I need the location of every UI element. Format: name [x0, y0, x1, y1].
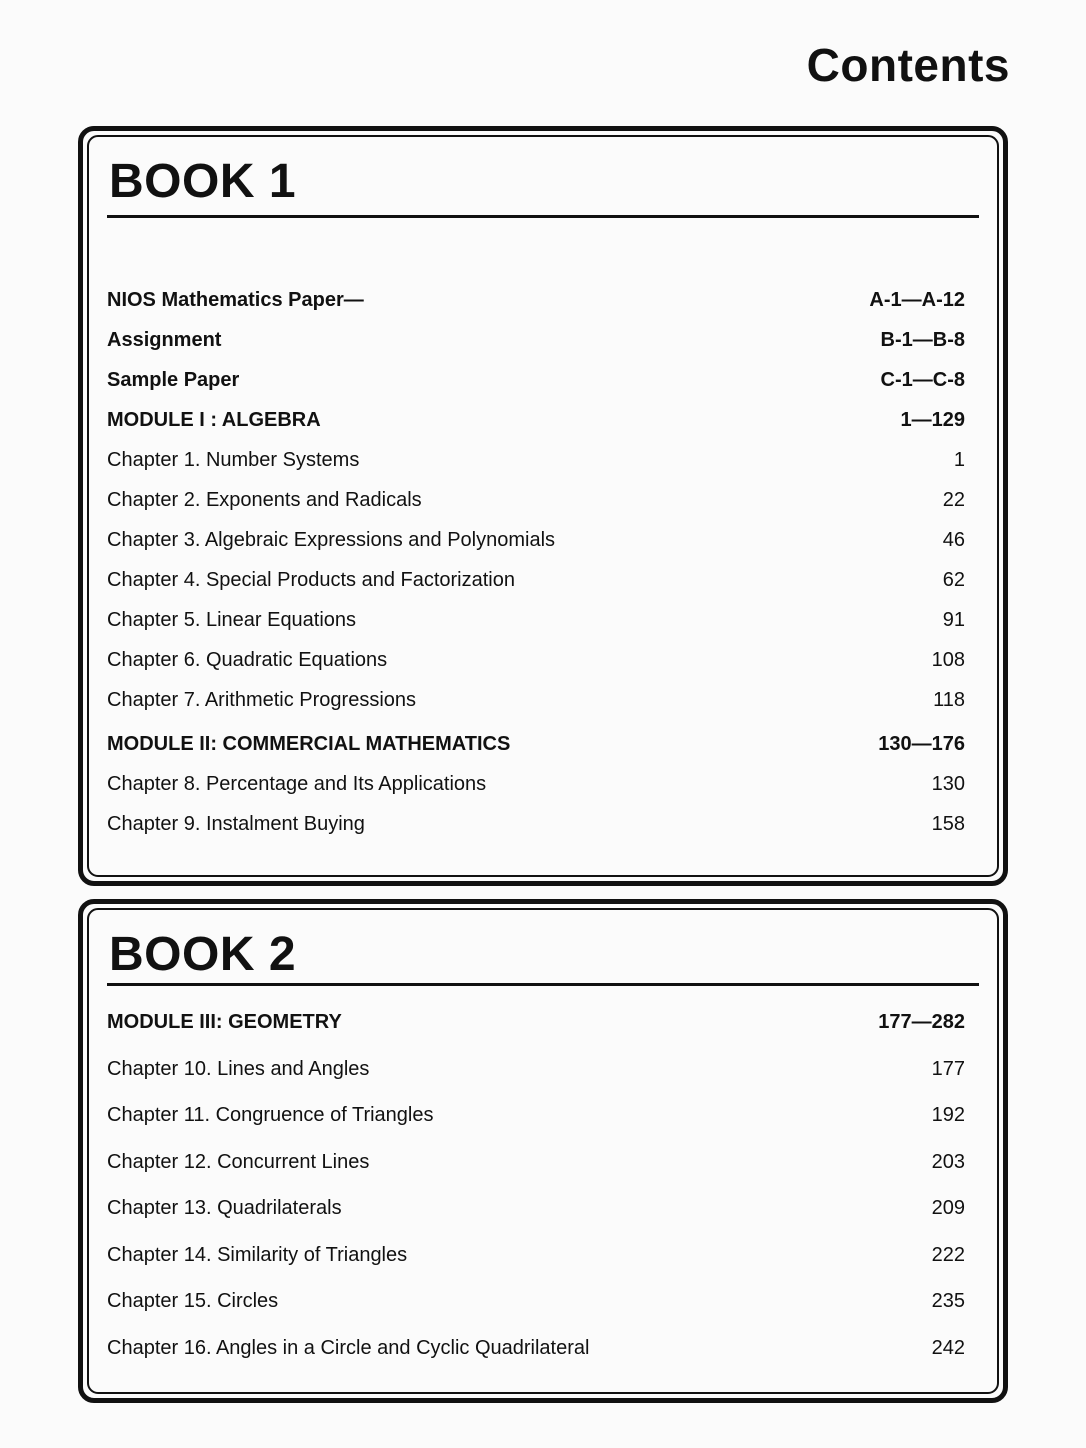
toc-entry-page: A-1—A-12 [869, 289, 965, 311]
toc-chapter-entry[interactable] [107, 813, 965, 853]
toc-module-entry[interactable] [107, 1011, 965, 1058]
toc-entry-title: Assignment [107, 329, 222, 351]
toc-entry-title: Chapter 4. Special Products and Factorization [107, 569, 515, 591]
toc-entry-title: Chapter 13. Quadrilaterals [107, 1197, 342, 1219]
toc-chapter-entry[interactable] [107, 773, 965, 813]
toc-entry-page: 91 [942, 609, 965, 631]
toc-entry-page: 1 [953, 449, 965, 471]
toc-entry-title: Chapter 5. Linear Equations [107, 609, 357, 631]
toc-chapter-entry[interactable] [107, 1197, 965, 1244]
toc-module-entry[interactable] [107, 409, 965, 449]
toc-entry[interactable] [107, 329, 965, 369]
book-2-heading: BOOK 2 [109, 928, 297, 981]
book-2-toc-list [107, 1011, 965, 1383]
toc-chapter-entry[interactable] [107, 1151, 965, 1198]
toc-entry-title: Chapter 12. Concurrent Lines [107, 1150, 370, 1173]
toc-entry-page: 235 [931, 1290, 965, 1312]
toc-entry-title: MODULE I : ALGEBRA [107, 409, 321, 431]
page-title: Contents [806, 39, 1010, 91]
toc-entry-page: 177 [931, 1057, 965, 1080]
toc-entry-page: C-1—C-8 [880, 369, 965, 391]
toc-chapter-entry[interactable] [107, 1058, 965, 1105]
toc-entry-title: MODULE III: GEOMETRY [107, 1011, 342, 1033]
toc-entry-title: Chapter 2. Exponents and Radicals [107, 489, 422, 511]
toc-entry-page: 177—282 [878, 1011, 965, 1033]
toc-chapter-entry[interactable] [107, 489, 965, 529]
toc-entry-page: 203 [931, 1150, 965, 1173]
toc-chapter-entry[interactable] [107, 569, 965, 609]
toc-entry-title: Chapter 6. Quadratic Equations [107, 649, 388, 671]
toc-entry-page: 242 [931, 1336, 965, 1359]
toc-chapter-entry[interactable] [107, 609, 965, 649]
toc-entry-page: 46 [942, 529, 965, 551]
toc-entry[interactable] [107, 369, 965, 409]
toc-entry-title: Chapter 16. Angles in a Circle and Cyclic Quadrilateral [107, 1336, 590, 1359]
toc-entry-page: 192 [931, 1104, 965, 1126]
toc-entry-page: 108 [931, 649, 965, 671]
toc-entry-page: 130—176 [878, 733, 965, 755]
toc-chapter-entry[interactable] [107, 649, 965, 689]
toc-chapter-entry[interactable] [107, 1104, 965, 1151]
book-2-divider [107, 983, 979, 986]
book-2-section [78, 899, 1008, 1403]
toc-entry-title: Chapter 11. Congruence of Triangles [107, 1104, 434, 1126]
toc-entry-title: Chapter 3. Algebraic Expressions and Polynomials [107, 529, 556, 551]
toc-entry-page: 158 [931, 813, 965, 835]
toc-entry-title: NIOS Mathematics Paper— [107, 289, 364, 311]
toc-entry-page: 118 [933, 689, 965, 711]
toc-entry-title: Chapter 9. Instalment Buying [107, 813, 365, 835]
toc-module-entry[interactable] [107, 733, 965, 773]
toc-entry-page: 222 [931, 1243, 965, 1266]
toc-entry-title: Chapter 10. Lines and Angles [107, 1057, 370, 1080]
toc-entry-title: Chapter 15. Circles [107, 1290, 279, 1312]
toc-entry-title: MODULE II: COMMERCIAL MATHEMATICS [107, 733, 511, 755]
book-1-divider [107, 215, 979, 218]
toc-entry-title: Chapter 7. Arithmetic Progressions [107, 689, 417, 711]
toc-chapter-entry[interactable] [107, 1244, 965, 1291]
toc-entry-title: Chapter 8. Percentage and Its Applications [107, 773, 487, 795]
book-1-heading: BOOK 1 [109, 155, 297, 208]
book-1-toc-list [107, 289, 965, 853]
toc-chapter-entry[interactable] [107, 529, 965, 569]
toc-entry[interactable] [107, 289, 965, 329]
toc-entry-page: 62 [942, 569, 965, 591]
toc-entry-title: Chapter 14. Similarity of Triangles [107, 1243, 408, 1266]
toc-entry-title: Sample Paper [107, 369, 240, 391]
toc-entry-page: 22 [942, 489, 965, 511]
toc-chapter-entry[interactable] [107, 1290, 965, 1337]
toc-entry-page: B-1—B-8 [880, 329, 965, 351]
toc-chapter-entry[interactable] [107, 449, 965, 489]
toc-entry-title: Chapter 1. Number Systems [107, 449, 360, 471]
toc-chapter-entry[interactable] [107, 1337, 965, 1384]
toc-chapter-entry[interactable] [107, 689, 965, 729]
toc-entry-page: 209 [931, 1197, 965, 1219]
toc-entry-page: 130 [931, 773, 965, 795]
book-1-section [78, 126, 1008, 886]
toc-entry-page: 1—129 [900, 409, 965, 431]
